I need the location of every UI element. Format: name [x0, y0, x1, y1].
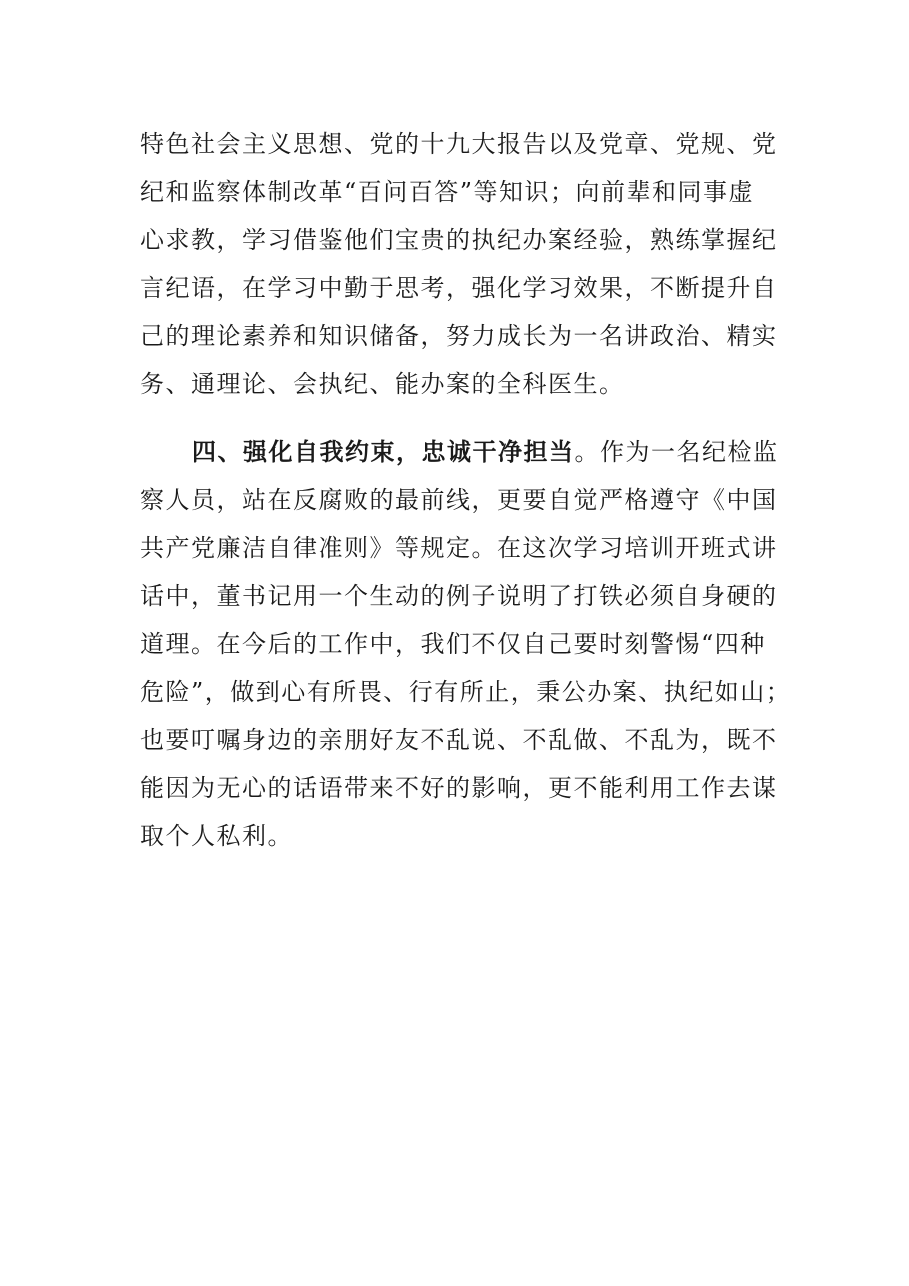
paragraph-line: 道理。在今后的工作中，我们不仅自己要时刻警惕“四种 — [140, 630, 766, 658]
paragraph-first-line — [140, 428, 779, 476]
paragraph-line: 纪和监察体制改革“百问百答”等知识；向前辈和同事虚 — [140, 178, 755, 206]
paragraph-line: 取个人私利。 — [140, 822, 293, 850]
paragraph-line-rest: 。作为一名纪检监 — [574, 438, 779, 466]
paragraph-line: 特色社会主义思想、党的十九大报告以及党章、党规、党 — [140, 130, 778, 158]
paragraph-study — [140, 120, 778, 408]
paragraph-line: 言纪语，在学习中勤于思考，强化学习效果，不断提升自 — [140, 274, 778, 302]
paragraph-self-discipline — [140, 428, 792, 860]
section-heading: 四、强化自我约束，忠诚干净担当 — [192, 437, 575, 466]
paragraph-line: 能因为无心的话语带来不好的影响，更不能利用工作去谋 — [140, 774, 778, 802]
paragraph-line: 心求教，学习借鉴他们宝贵的执纪办案经验，熟练掌握纪 — [140, 226, 778, 254]
paragraph-line: 务、通理论、会执纪、能办案的全科医生。 — [140, 370, 625, 398]
paragraph-line: 察人员，站在反腐败的最前线，更要自觉严格遵守《中国 — [140, 486, 778, 514]
paragraph-line: 共产党廉洁自律准则》等规定。在这次学习培训开班式讲 — [140, 534, 778, 562]
paragraph-line: 话中，董书记用一个生动的例子说明了打铁必须自身硬的 — [140, 582, 778, 610]
paragraph-line: 己的理论素养和知识储备，努力成长为一名讲政治、精实 — [140, 322, 778, 350]
paragraph-line: 危险”，做到心有所畏、行有所止，秉公办案、执纪如山； — [140, 678, 792, 706]
paragraph-line: 也要叮嘱身边的亲朋好友不乱说、不乱做、不乱为，既不 — [140, 726, 778, 754]
